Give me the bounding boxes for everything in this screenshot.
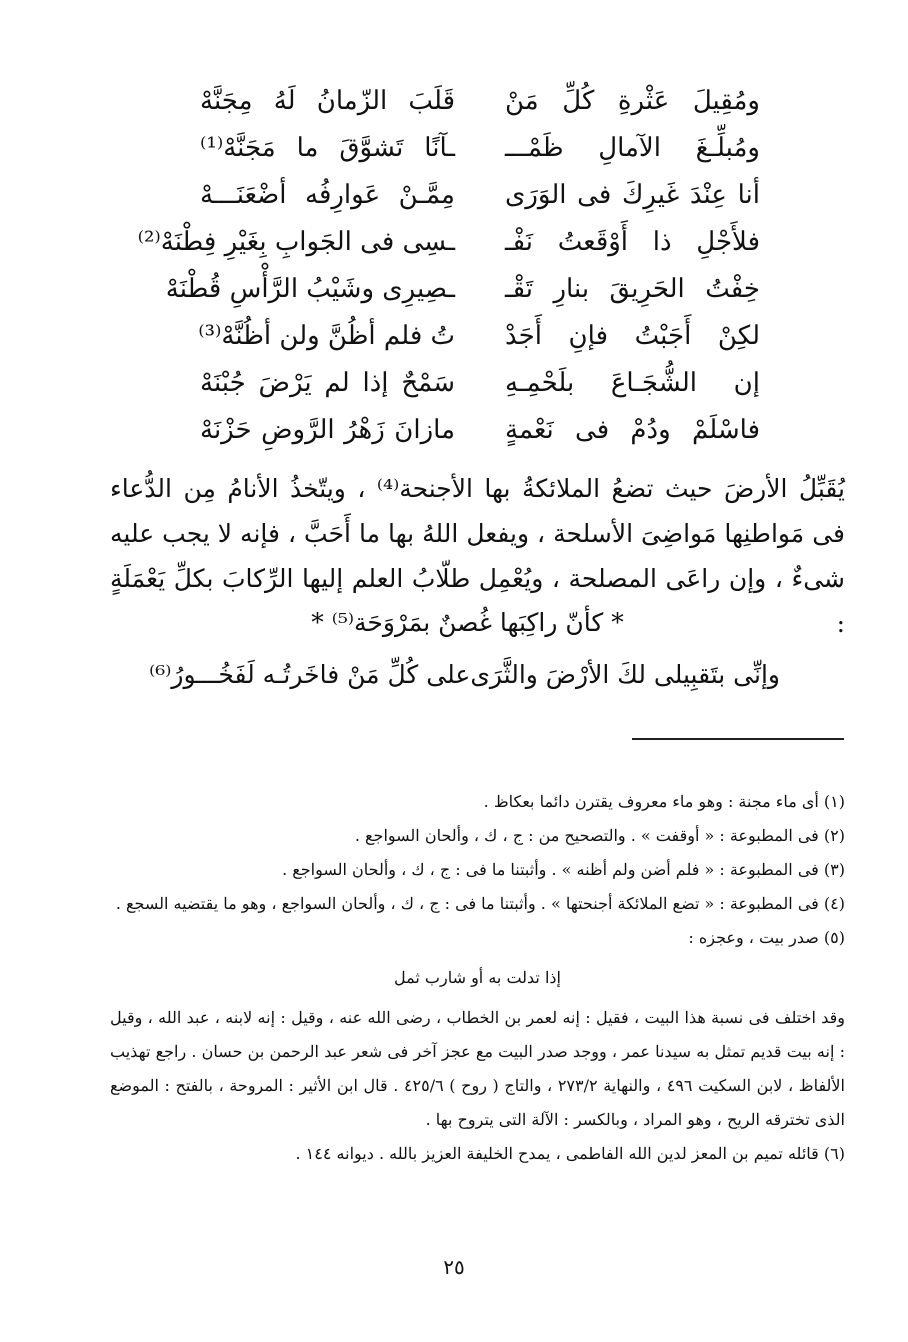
verse-first-hemistich: ومُبلِّـغَ الآمالِ ظَمْـــ <box>505 133 760 163</box>
footnote-5: (٥) صدر بيت ، وعجزه : <box>688 928 845 947</box>
footnote-5-verse: إذا تدلت به أو شارب ثمل <box>394 968 561 987</box>
verse-second-hemistich: ـآنًا تَشوَّقَ ما مَجَنَّهْ⁽¹⁾ <box>200 133 455 163</box>
verse-line <box>165 266 760 313</box>
final-verse-second-hemistich: على كُلِّ مَنْ فاخَرتُـه لَفَخُـــورُ⁽⁶⁾ <box>149 660 471 689</box>
verse-first-hemistich: خِفْتُ الحَرِيقَ بنارِ تَقْـ <box>505 274 760 304</box>
page-number: ٢٥ <box>443 1255 465 1279</box>
verse-second-hemistich: سَمْحٌ إذا لم يَرْضَ جُبْنَهْ <box>200 368 455 398</box>
verse-first-hemistich: لكِنْ أَجَبْتُ فإنِ أَجَدْ <box>505 321 760 351</box>
prose-text: يُقَبِّلُ الأرضَ حيث تضعُ الملائكةُ بها الأجنحة⁽⁴⁾ ، ويتّخذُ الأنامُ مِن الدُّعاء فى مَواطنِها مَواضِىَ الأسلحة ، ويفعل اللهُ بها ما أَحَبَّ ، فإنه لا يجب عليه شىءٌ ، وإن راعَى المصلحة ، ويُعْمِل طلّابُ العلم إليها الرِّكابَ بكلِّ يَعْمَلَةٍ : <box>110 474 845 638</box>
footnote-3: (٣) فى المطبوعة : « فلم أضن ولم أظنه » . وأثبتنا ما فى : ج ، ك ، وألحان السواجع . <box>282 860 845 879</box>
final-verse-first-hemistich: وإنِّى بتَقبِيلى لكَ الأرْضَ والثَّرَى <box>470 660 780 689</box>
verse-first-hemistich: أنا عِنْدَ غَيرِكَ فى الوَرَى <box>505 180 760 210</box>
verse-first-hemistich: فاسْلَمْ ودُمْ فى نَعْمةٍ <box>505 415 760 445</box>
footnotes <box>110 785 845 1171</box>
poem <box>137 78 760 454</box>
verse-line <box>200 360 760 407</box>
verse-line <box>200 78 760 125</box>
quoted-hemistich: * كأنّ راكِبَها غُصنٌ بمَرْوَحَة⁽⁵⁾ * <box>311 608 624 637</box>
final-verse <box>149 650 780 700</box>
verse-line <box>200 313 760 360</box>
verse-first-hemistich: إن الشُّجَـاعَ بلَحْمِـهِ <box>505 368 760 398</box>
verse-line <box>137 219 760 266</box>
verse-first-hemistich: فلأَجْلِ ذا أَوْقَعتُ نَفْـ <box>505 227 760 257</box>
footnote-1: (١) أى ماء مجنة : وهو ماء معروف يقترن دائما بعكاظ . <box>483 792 845 811</box>
verse-line <box>200 407 760 454</box>
verse-second-hemistich: ـسِى فى الجَوابِ بِغَيْرِ فِطْنَهْ⁽²⁾ <box>137 227 455 257</box>
footnote-divider <box>632 738 844 740</box>
verse-line <box>200 125 760 172</box>
verse-second-hemistich: مازانَ زَهْرُ الرَّوضِ حَزْنَهْ <box>200 415 455 445</box>
verse-second-hemistich: تُ فلم أظُنَّ ولن أظُنَّهْ⁽³⁾ <box>198 321 455 351</box>
verse-line <box>200 172 760 219</box>
verse-second-hemistich: مِمَّـنْ عَوارِفُه أضْعَنَـــهْ <box>200 180 455 210</box>
footnote-5-continuation: وقد اختلف فى نسبة هذا البيت ، فقيل : إنه لعمر بن الخطاب ، رضى الله عنه ، وقيل : إنه لابنه ، عبد الله ، وقيل : إنه بيت قديم تمثل به سيدنا عمر ، ووجد صدر البيت مع عجز آخر فى شعر عبد الرحمن بن حسان . راجع تهذيب الألفاظ ، لابن السكيت ٤٩٦ ، والنهاية ٢٧٣/٢ ، والتاج ( روح ) ٤٢٥/٦ . قال ابن الأثير : المروحة ، بالفتح : الموضع الذى تخترقه الريح ، وهو المراد ، وبالكسر : الآلة التى يتروح بها . <box>110 1008 846 1129</box>
verse-second-hemistich: قَلَبَ الزّمانُ لَهُ مِجَنَّهْ <box>200 86 455 116</box>
verse-first-hemistich: ومُقِيلَ عَثْرةِ كُلِّ مَنْ <box>505 86 760 116</box>
footnote-2: (٢) فى المطبوعة : « أوقفت » . والتصحيح من : ج ، ك ، وألحان السواجع . <box>354 826 845 845</box>
verse-second-hemistich: ـصِيرِى وشَيْبُ الرَّأْسِ قُطْنَهْ <box>165 274 455 304</box>
footnote-4: (٤) فى المطبوعة : « تضع الملائكة أجنحتها » . وأثبتنا ما فى : ج ، ك ، وألحان السواجع ، وهو ما يقتضيه السجع . <box>115 894 845 913</box>
footnote-6: (٦) قائله تميم بن المعز لدين الله الفاطمى ، يمدح الخليفة العزيز بالله . ديوانه ١٤٤ . <box>295 1144 845 1163</box>
